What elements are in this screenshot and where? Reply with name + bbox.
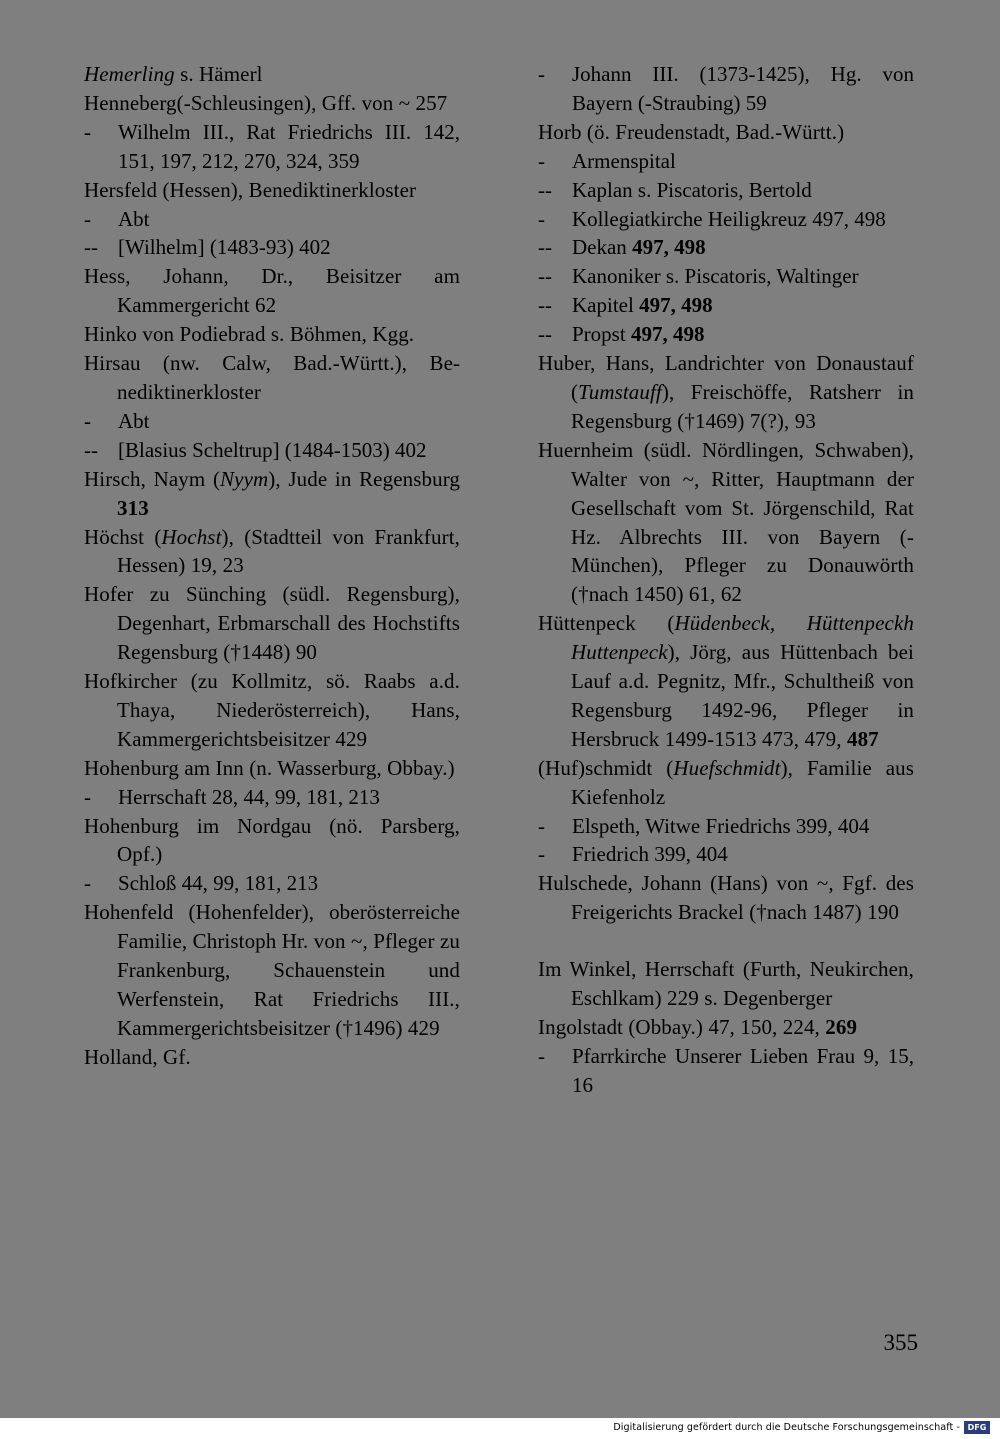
index-subentry [538, 176, 914, 205]
index-entry: Hinko von Podiebrad s. Böhmen, Kgg. [84, 322, 415, 347]
index-subentry [538, 840, 914, 869]
subentry-text: Herrschaft 28, 44, 99, 181, 213 [118, 784, 380, 809]
index-entry: Huber, Hans, Landrichter von Donaustauf (Tumstauff), Freischöffe, Ratsherr in Regensburg (†1469) 7(?), 93 [538, 351, 914, 433]
subentry-marker: -- [538, 235, 552, 260]
subentry-marker: - [84, 408, 91, 433]
index-entry: Hulschede, Johann (Hans) von ~, Fgf. des Freigerichts Brackel (†nach 1487) 190 [538, 871, 914, 925]
index-subentry [84, 118, 460, 176]
subentry-text: Kaplan s. Piscatoris, Bertold [572, 177, 812, 202]
index-subentry [538, 320, 914, 349]
subentry-marker: -- [538, 177, 552, 202]
subentry-text: Abt [118, 206, 150, 231]
subentry-marker: -- [538, 293, 552, 318]
subentry-text: [Blasius Scheltrup] (1484-1503) 402 [118, 437, 427, 462]
subentry-marker: - [84, 784, 91, 809]
subentry-marker: -- [84, 235, 98, 260]
subentry-marker: - [538, 206, 545, 231]
index-entry: Henneberg(-Schleusingen), Gff. von ~ 257 [84, 90, 448, 115]
index-subentry [84, 869, 460, 898]
index-entry: Hohenburg im Nordgau (nö. Parsberg, Opf.) [84, 813, 460, 867]
subentry-text: Pfarrkirche Unserer Lieben Frau 9, 15, 16 [572, 1043, 914, 1097]
subentry-text: [Wilhelm] (1483-93) 402 [118, 235, 331, 260]
subentry-text: Kanoniker s. Piscatoris, Waltinger [572, 264, 859, 289]
index-column-right [538, 60, 914, 1100]
subentry-text: Friedrich 399, 404 [572, 842, 728, 867]
subentry-text: Schloß 44, 99, 181, 213 [118, 871, 319, 896]
subentry-marker: - [84, 119, 91, 144]
index-entry: Hofkircher (zu Kollmitz, sö. Raabs a.d. Thaya, Niederösterreich), Hans, Kammergerichtsbeisitzer 429 [84, 669, 460, 751]
index-entry: Hüttenpeck (Hüdenbeck, Hüttenpeckh Huttenpeck), Jörg, aus Hüttenbach bei Lauf a.d. Pegnitz, Mfr., Schultheiß von Regensburg 1492-96, Pfleger in Hersbruck 1499-1513 473, 479, 487 [538, 611, 914, 751]
index-subentry [538, 812, 914, 841]
subentry-marker: - [84, 206, 91, 231]
subentry-text: Kapitel 497, 498 [572, 293, 713, 318]
index-entry: Hofer zu Sünching (südl. Regensburg), Degenhart, Erbmarschall des Hochstifts Regensburg (†1448) 90 [84, 582, 460, 665]
index-subentry [84, 205, 460, 234]
subentry-text: Propst 497, 498 [572, 322, 705, 347]
subentry-marker: -- [84, 437, 98, 462]
index-entry: Hohenburg am Inn (n. Wasserburg, Obbay.) [84, 755, 455, 780]
index-subentry [84, 436, 460, 465]
subentry-marker: - [538, 1043, 545, 1068]
subentry-text: Dekan 497, 498 [572, 235, 706, 260]
index-subentry [538, 1042, 914, 1100]
index-entry: Hirsch, Naym (Nyym), Jude in Regensburg 313 [84, 466, 461, 520]
subentry-marker: -- [538, 322, 552, 347]
index-subentry [538, 147, 914, 176]
index-entry: Holland, Gf. [84, 1044, 191, 1069]
index-entry: Horb (ö. Freudenstadt, Bad.-Württ.) [538, 119, 845, 144]
index-subentry [538, 60, 914, 118]
entry-gap [538, 927, 914, 955]
index-entry: Hersfeld (Hessen), Benediktinerkloster [84, 177, 417, 202]
index-entry: Im Winkel, Herrschaft (Furth, Neukirchen, Eschlkam) 229 s. Degenberger [538, 957, 914, 1011]
funding-note: Digitalisierung gefördert durch die Deutsche Forschungsgemeinschaft - [613, 1422, 960, 1433]
index-entry: (Huf)schmidt (Huefschmidt), Familie aus Kiefenholz [538, 755, 914, 809]
subentry-marker: - [538, 148, 545, 173]
index-subentry [538, 291, 914, 320]
subentry-marker: -- [538, 264, 552, 289]
subentry-text: Wilhelm III., Rat Friedrichs III. 142, 151, 197, 212, 270, 324, 359 [118, 119, 460, 173]
index-subentry [84, 407, 460, 436]
subentry-text: Abt [118, 408, 150, 433]
dfg-logo: DFG [964, 1421, 990, 1434]
subentry-text: Armenspital [572, 148, 676, 173]
index-entry: Hemerling s. Hämerl [84, 62, 263, 86]
index-subentry [84, 233, 460, 262]
index-column-left [84, 60, 460, 1072]
footer-bar [0, 1418, 1000, 1439]
index-entry: Ingolstadt (Obbay.) 47, 150, 224, 269 [538, 1015, 858, 1039]
subentry-marker: - [538, 62, 545, 86]
index-subentry [538, 205, 914, 234]
index-subentry [538, 233, 914, 262]
subentry-marker: - [538, 842, 545, 867]
subentry-text: Johann III. (1373-1425), Hg. von Bayern (-Straubing) 59 [572, 62, 914, 115]
page-number: 355 [883, 1330, 918, 1355]
index-entry: Hirsau (nw. Calw, Bad.-Württ.), Benediktinerkloster [84, 351, 460, 404]
subentry-marker: - [84, 871, 91, 896]
index-entry: Hohenfeld (Hohenfelder), oberösterreiche Familie, Christoph Hr. von ~, Pfleger zu Frankenburg, Schauenstein und Werfenstein, Rat Friedrichs III., Kammergerichtsbeisitzer (†1496) 429 [84, 900, 460, 1040]
subentry-text: Kollegiatkirche Heiligkreuz 497, 498 [572, 206, 886, 231]
index-entry: Huernheim (südl. Nördlingen, Schwaben), Walter von ~, Ritter, Hauptmann der Gesellschaft vom St. Jörgenschild, Rat Hz. Albrechts III. von Bayern (-München), Pfleger zu Donauwörth (†nach 1450) 61, 62 [538, 437, 914, 607]
index-subentry [538, 262, 914, 291]
subentry-marker: - [538, 813, 545, 838]
index-subentry [84, 783, 460, 812]
index-entry: Höchst (Hochst), (Stadtteil von Frankfurt, Hessen) 19, 23 [84, 524, 460, 578]
index-entry: Hess, Johann, Dr., Beisitzer am Kammergericht 62 [84, 264, 460, 318]
subentry-text: Elspeth, Witwe Friedrichs 399, 404 [572, 813, 870, 838]
